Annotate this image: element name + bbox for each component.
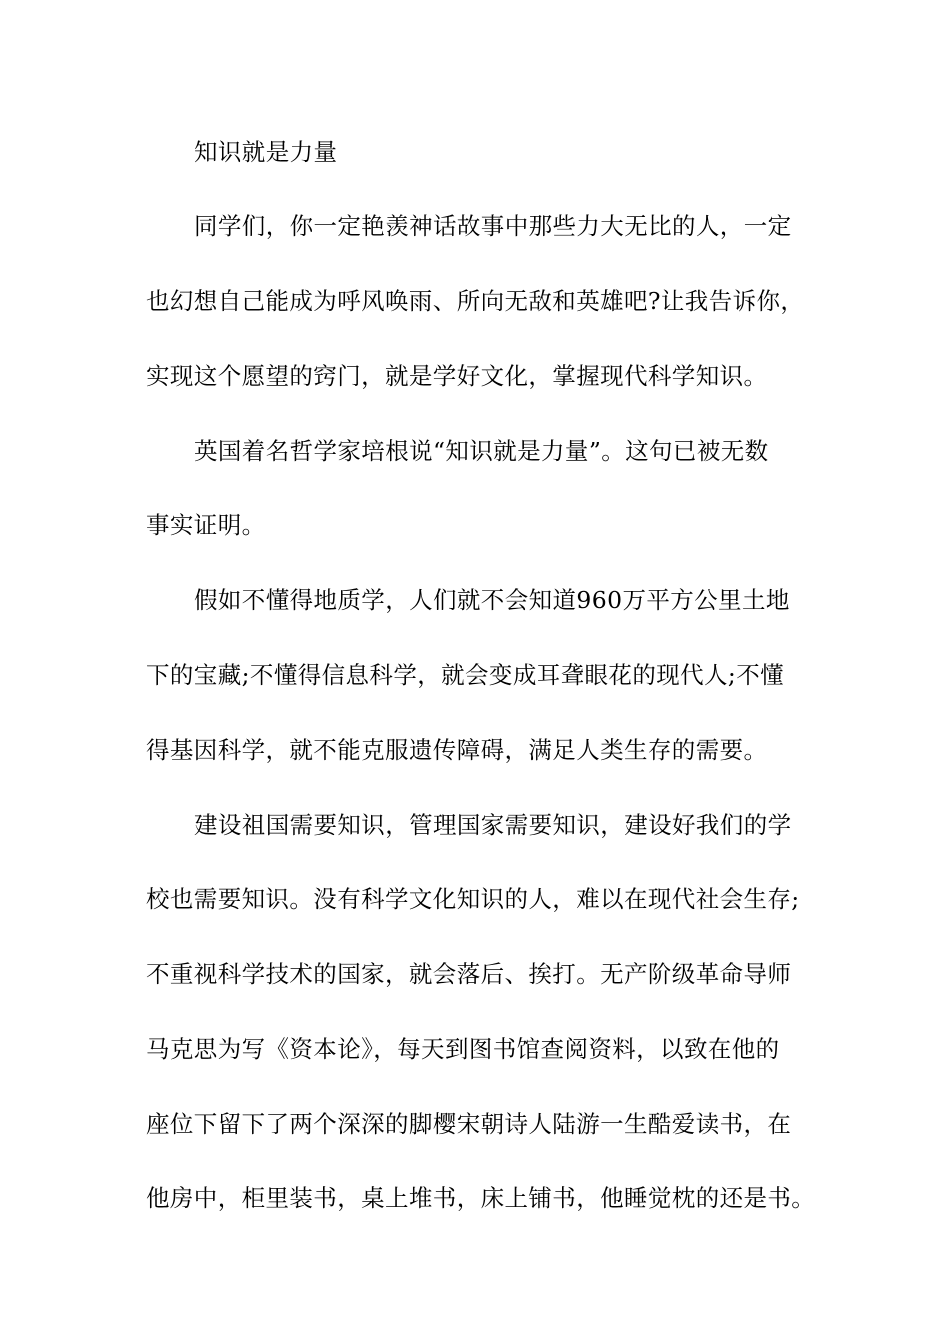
paragraph-3-line-3: 得基因科学，就不能克服遗传障碍，满足人类生存的需要。 [146, 736, 768, 764]
paragraph-4-line-5: 座位下留下了两个深深的脚樱宋朝诗人陆游一生酷爱读书，在 [146, 1110, 792, 1138]
paragraph-1-line-3: 实现这个愿望的窍门，就是学好文化，掌握现代科学知识。 [146, 362, 768, 390]
paragraph-1-line-1: 同学们，你一定艳羡神话故事中那些力大无比的人，一定 [194, 212, 792, 240]
paragraph-4-line-3: 不重视科学技术的国家，就会落后、挨打。无产阶级革命导师 [146, 960, 792, 988]
paragraph-4-line-1: 建设祖国需要知识，管理国家需要知识，建设好我们的学 [194, 811, 792, 839]
paragraph-2-line-2: 事实证明。 [146, 511, 266, 539]
paragraph-2-line-1: 英国着名哲学家培根说“知识就是力量”。这句已被无数 [194, 437, 769, 465]
paragraph-3-line-2: 下的宝藏;不懂得信息科学，就会变成耳聋眼花的现代人;不懂 [146, 661, 785, 689]
document-title: 知识就是力量 [194, 138, 338, 166]
paragraph-4-line-6: 他房中，柜里装书，桌上堆书，床上铺书，他睡觉枕的还是书。 [146, 1184, 816, 1212]
paragraph-4-line-4: 马克思为写《资本论》，每天到图书馆查阅资料，以致在他的 [146, 1035, 780, 1063]
paragraph-1-line-2: 也幻想自己能成为呼风唤雨、所向无敌和英雄吧?让我告诉你， [146, 287, 805, 315]
paragraph-3-line-1: 假如不懂得地质学，人们就不会知道960万平方公里土地 [194, 586, 790, 614]
paragraph-4-line-2: 校也需要知识。没有科学文化知识的人，难以在现代社会生存; [146, 885, 800, 913]
